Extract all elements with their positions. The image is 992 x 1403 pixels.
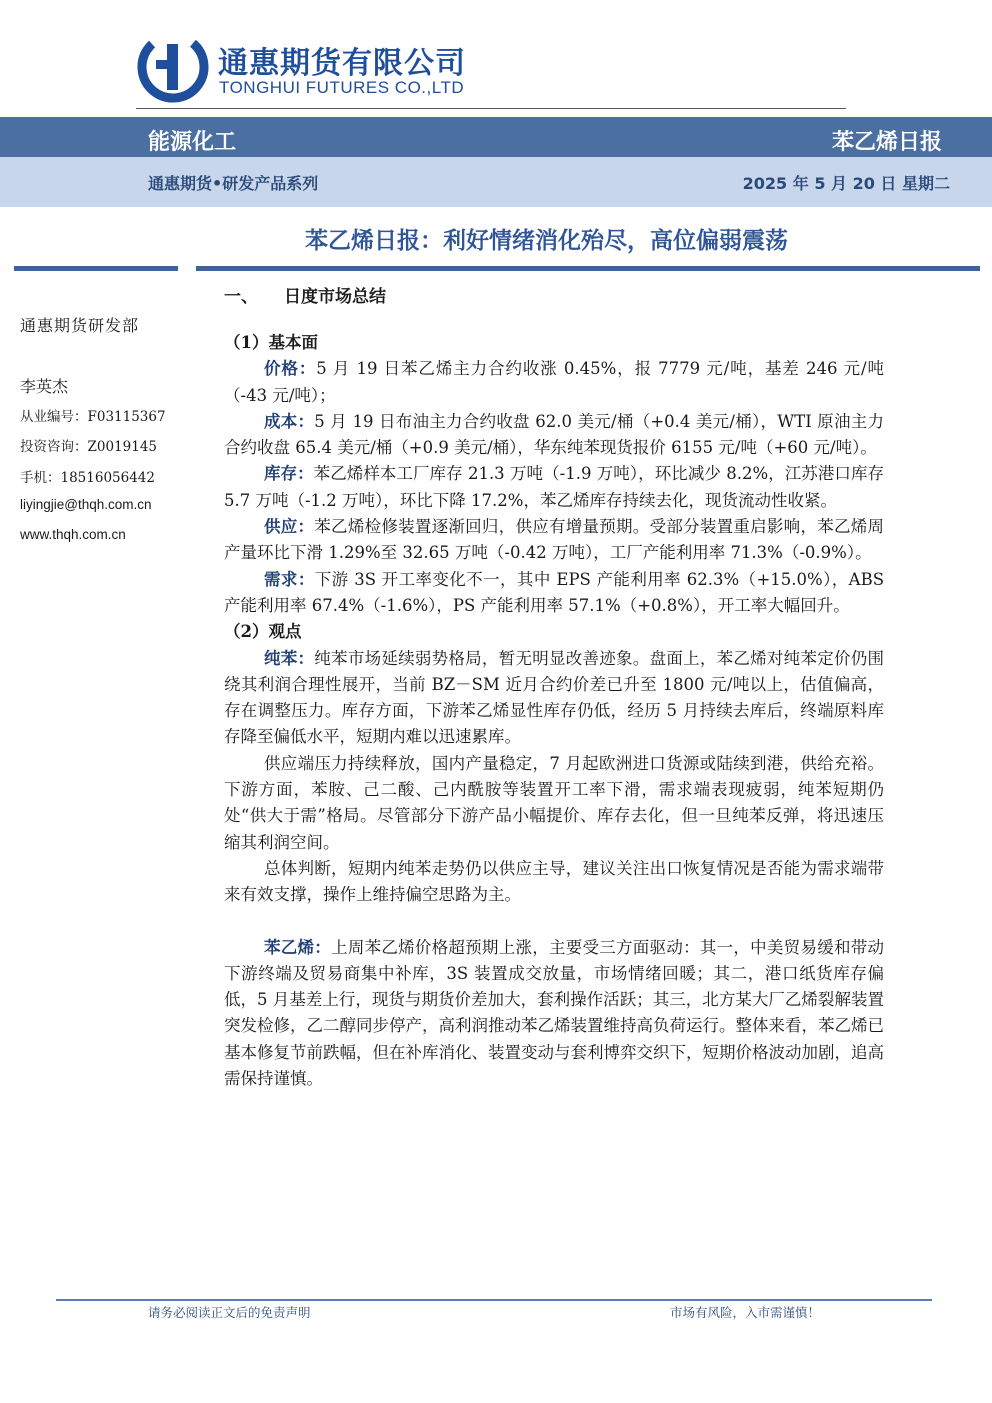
company-name-cn: 通惠期货有限公司 — [218, 46, 466, 81]
fund-item-price: 价格：5 月 19 日苯乙烯主力合约收涨 0.45%，报 7779 元/吨，基差 246 元/吨（-43 元/吨）； — [224, 359, 884, 405]
paragraph-gap — [224, 909, 884, 935]
view-benzene-p1: 纯苯：纯苯市场延续弱势格局，暂无明显改善迹象。盘面上，苯乙烯对纯苯定价仍围绕其利润合理性展开，当前 BZ－SM 近月合约价差已升至 1800 元/吨以上，估值偏高，存在调整压力。库存方面，下游苯乙烯显性库存仍低，经历 5 月持续去库后，终端原料库存降至偏低水平，短期内难以迅速累库。 — [224, 648, 885, 747]
view-styrene: 苯乙烯：上周苯乙烯价格超预期上涨，主要受三方面驱动：其一，中美贸易缓和带动下游终端及贸易商集中补库，3S 装置成交放量，市场情绪回暖；其二，港口纸货库存偏低，5 月基差上行，现货与期货价差加大，套利操作活跃；其三，北方某大厂乙烯裂解装置突发检修，乙二醇同步停产，高利润推动苯乙烯装置维持高负荷运行。整体来看，苯乙烯已基本修复节前跌幅，但在补库消化、装置变动与套利博弈交织下，短期价格波动加剧，追高需保持谨慎。 — [224, 937, 885, 1089]
report-body — [224, 330, 884, 1092]
logo-divider — [136, 108, 846, 109]
company-logo-icon — [136, 30, 210, 104]
section-heading — [224, 282, 386, 307]
sidebar-analyst: 李英杰 — [20, 377, 69, 396]
section-number: 一、 — [224, 287, 258, 307]
sidebar-website[interactable]: www.thqh.com.cn — [20, 527, 126, 542]
title-divider-left — [14, 266, 178, 271]
sidebar-email[interactable]: liyingjie@thqh.com.cn — [20, 497, 152, 512]
fund-item-demand: 需求：下游 3S 开工率变化不一，其中 EPS 产能利用率 62.3%（+15.0%），ABS 产能利用率 67.4%（-1.6%），PS 产能利用率 57.1%（+0.8%），开工率大幅回升。 — [224, 569, 885, 615]
series-label: 通惠期货•研发产品系列 — [148, 174, 319, 193]
footer-risk-warning: 市场有风险，入市需谨慎！ — [669, 1305, 820, 1320]
fundamentals-heading: （1）基本面 — [224, 333, 318, 352]
views-heading: （2）观点 — [224, 622, 302, 642]
title-divider-right — [196, 266, 980, 271]
fund-item-supply: 供应：苯乙烯检修装置逐渐回归，供应有增量预期。受部分装置重启影响，苯乙烯周产量环比下滑 1.29%至 32.65 万吨（-0.42 万吨），工厂产能利用率 71.3%（-0.9%）。 — [224, 517, 885, 563]
fund-item-cost: 成本：5 月 19 日布油主力合约收盘 62.0 美元/桶（+0.4 美元/桶），WTI 原油主力合约收盘 65.4 美元/桶（+0.9 美元/桶），华东纯苯现货报价 6155 元/吨（+60 元/吨）。 — [224, 411, 884, 458]
footer-divider — [56, 1299, 932, 1301]
section-title: 日度市场总结 — [284, 287, 386, 307]
sidebar-phone: 手机：18516056442 — [20, 470, 155, 486]
company-name-en: TONGHUI FUTURES CO.,LTD — [219, 78, 465, 97]
sector-label: 能源化工 — [148, 130, 237, 155]
view-benzene-p3: 总体判断，短期内纯苯走势仍以供应主导，建议关注出口恢复情况是否能为需求端带来有效支撑，操作上维持偏空思路为主。 — [224, 858, 884, 905]
report-type-label: 苯乙烯日报 — [831, 130, 942, 155]
sidebar-dept: 通惠期货研发部 — [20, 316, 140, 335]
report-date: 2025 年 5 月 20 日 星期二 — [742, 174, 950, 193]
footer-disclaimer: 请务必阅读正文后的免责声明 — [148, 1305, 311, 1320]
view-benzene-p2: 供应端压力持续释放，国内产量稳定，7 月起欧洲进口货源或陆续到港，供给充裕。下游方面，苯胺、己二酸、己内酰胺等装置开工率下滑，需求端表现疲弱，纯苯短期仍处“供大于需”格局。尽管部分下游产品小幅提价、库存去化，但一旦纯苯反弹，将迅速压缩其利润空间。 — [224, 753, 884, 852]
sidebar-advisory: 投资咨询：Z0019145 — [20, 439, 158, 455]
sidebar-license: 从业编号：F03115367 — [20, 409, 166, 425]
fund-item-inventory: 库存：苯乙烯样本工厂库存 21.3 万吨（-1.9 万吨），环比减少 8.2%，江苏港口库存 5.7 万吨（-1.2 万吨），环比下降 17.2%，苯乙烯库存持续去化，现货流动性收紧。 — [224, 464, 885, 510]
page-title: 苯乙烯日报：利好情绪消化殆尽，高位偏弱震荡 — [305, 228, 788, 254]
